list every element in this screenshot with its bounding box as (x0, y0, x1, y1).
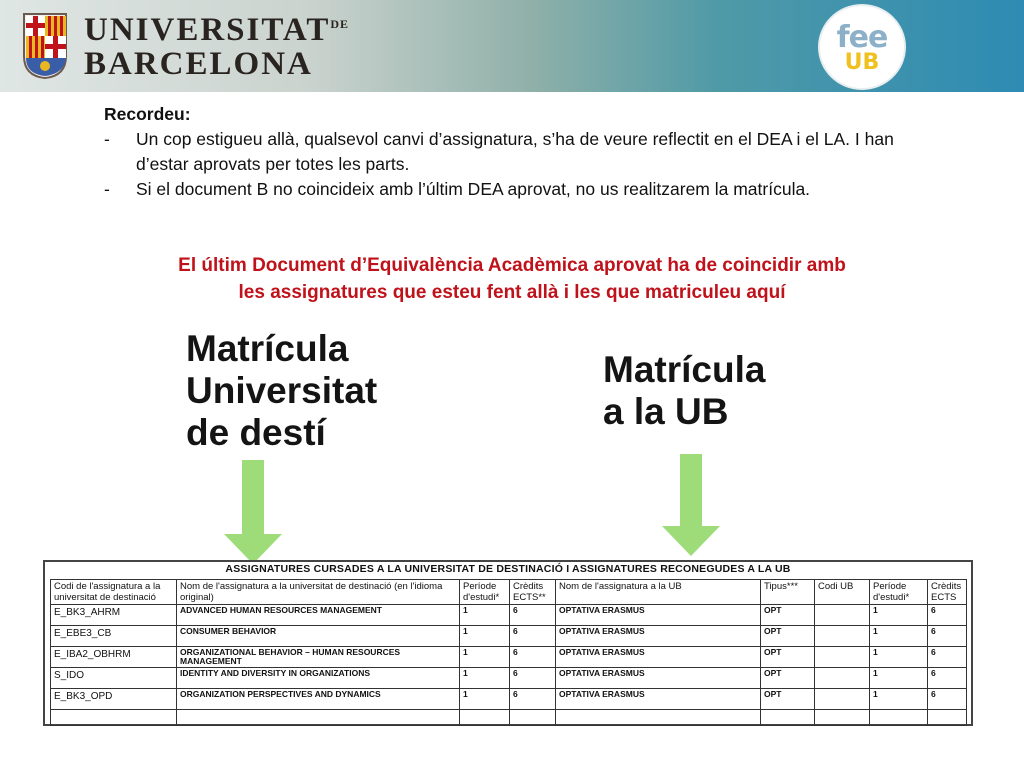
empty-cell (460, 710, 510, 726)
bullet-dash: - (104, 179, 110, 199)
column-header: Tipus*** (761, 580, 815, 605)
cell-ub-name: OPTATIVA ERASMUS (556, 689, 761, 710)
notes-heading: Recordeu: (104, 104, 191, 124)
cell-type: OPT (761, 689, 815, 710)
table-header-row (51, 580, 967, 605)
cell-type: OPT (761, 626, 815, 647)
column-header: Nom de l'assignatura a la UB (556, 580, 761, 605)
notes-item-text: Si el document B no coincideix amb l’últim DEA aprovat, no us realitzarem la matrícula. (136, 179, 811, 199)
cell-ub-code (815, 626, 870, 647)
notes-item (104, 127, 904, 177)
cell-type: OPT (761, 647, 815, 668)
empty-cell (177, 710, 460, 726)
cell-period: 1 (460, 668, 510, 689)
cell-ub-ects: 6 (928, 668, 967, 689)
empty-cell (761, 710, 815, 726)
table-row (51, 647, 967, 668)
table-title: ASSIGNATURES CURSADES A LA UNIVERSITAT DE DESTINACIÓ I ASSIGNATURES RECONEGUDES A LA UB (225, 563, 791, 575)
subjects-table (43, 560, 973, 726)
highlight-message (20, 252, 1004, 306)
column-header: Període d'estudi* (460, 580, 510, 605)
fee-ub-logo (820, 6, 904, 88)
cell-ub-period: 1 (870, 647, 928, 668)
column-header: Codi UB (815, 580, 870, 605)
destination-label-line-1: Matrícula (186, 328, 349, 369)
column-header: Període d'estudi* (870, 580, 928, 605)
cell-ub-code (815, 668, 870, 689)
reminder-notes (104, 102, 904, 202)
ub-enrolment-label (603, 349, 765, 433)
cell-code: E_BK3_AHRM (51, 605, 177, 626)
university-crest-icon (22, 12, 68, 80)
down-arrow-icon (660, 454, 722, 556)
cell-period: 1 (460, 626, 510, 647)
empty-cell (928, 710, 967, 726)
ub-label-line-2: a la UB (603, 391, 729, 432)
bullet-dash: - (104, 129, 110, 149)
cell-ub-period: 1 (870, 626, 928, 647)
cell-period: 1 (460, 689, 510, 710)
subjects-grid (50, 579, 967, 726)
table-row (51, 605, 967, 626)
ub-label-line-1: Matrícula (603, 349, 766, 390)
cell-ub-ects: 6 (928, 647, 967, 668)
highlight-line-2: les assignatures que esteu fent allà i les que matriculeu aquí (238, 282, 786, 303)
cell-ub-name: OPTATIVA ERASMUS (556, 605, 761, 626)
down-arrow-icon (222, 460, 284, 564)
empty-cell (815, 710, 870, 726)
destination-label-line-2: Universitat (186, 370, 378, 411)
cell-ects: 6 (510, 689, 556, 710)
cell-ub-ects: 6 (928, 605, 967, 626)
fee-logo-bottom: UB (844, 50, 880, 75)
wordmark-line1: UNIVERSITAT (84, 12, 331, 48)
empty-cell (556, 710, 761, 726)
cell-period: 1 (460, 647, 510, 668)
cell-code: S_IDO (51, 668, 177, 689)
cell-ub-period: 1 (870, 605, 928, 626)
cell-ub-code (815, 605, 870, 626)
cell-period: 1 (460, 605, 510, 626)
cell-name: IDENTITY AND DIVERSITY IN ORGANIZATIONS (177, 668, 460, 689)
highlight-line-1: El últim Document d’Equivalència Acadèmica aprovat ha de coincidir amb (178, 255, 846, 276)
cell-code: E_IBA2_OBHRM (51, 647, 177, 668)
table-row (51, 689, 967, 710)
cell-code: E_EBE3_CB (51, 626, 177, 647)
cell-ub-period: 1 (870, 668, 928, 689)
cell-ub-name: OPTATIVA ERASMUS (556, 626, 761, 647)
table-row (51, 668, 967, 689)
cell-ects: 6 (510, 605, 556, 626)
column-header: Codi de l'assignatura a la universitat de destinació (51, 580, 177, 605)
cell-type: OPT (761, 668, 815, 689)
empty-cell (870, 710, 928, 726)
table-row-empty (51, 710, 967, 726)
notes-item (104, 177, 904, 202)
cell-ub-name: OPTATIVA ERASMUS (556, 647, 761, 668)
fee-logo-top: fee (836, 20, 888, 55)
column-header: Crèdits ECTS** (510, 580, 556, 605)
header-banner (0, 0, 1024, 92)
cell-ub-period: 1 (870, 689, 928, 710)
cell-name: ORGANIZATIONAL BEHAVIOR – HUMAN RESOURCES MANAGEMENT (177, 647, 460, 668)
empty-cell (51, 710, 177, 726)
notes-item-text: Un cop estigueu allà, qualsevol canvi d’assignatura, s’ha de veure reflectit en el DEA i el LA. I han d’estar aprovats per totes les parts. (136, 129, 894, 174)
wordmark-line2: BARCELONA (84, 46, 313, 82)
cell-type: OPT (761, 605, 815, 626)
cell-ub-name: OPTATIVA ERASMUS (556, 668, 761, 689)
table-row (51, 626, 967, 647)
cell-ub-ects: 6 (928, 626, 967, 647)
destination-label-line-3: de destí (186, 412, 326, 453)
column-header: Crèdits ECTS (928, 580, 967, 605)
cell-ub-code (815, 689, 870, 710)
empty-cell (510, 710, 556, 726)
cell-ub-ects: 6 (928, 689, 967, 710)
cell-name: ADVANCED HUMAN RESOURCES MANAGEMENT (177, 605, 460, 626)
column-header: Nom de l'assignatura a la universitat de destinació (en l'idioma original) (177, 580, 460, 605)
cell-ects: 6 (510, 626, 556, 647)
cell-name: ORGANIZATION PERSPECTIVES AND DYNAMICS (177, 689, 460, 710)
cell-name: CONSUMER BEHAVIOR (177, 626, 460, 647)
destination-enrolment-label (186, 328, 377, 454)
cell-ub-code (815, 647, 870, 668)
cell-ects: 6 (510, 647, 556, 668)
wordmark-de: DE (330, 17, 350, 31)
cell-code: E_BK3_OPD (51, 689, 177, 710)
cell-ects: 6 (510, 668, 556, 689)
